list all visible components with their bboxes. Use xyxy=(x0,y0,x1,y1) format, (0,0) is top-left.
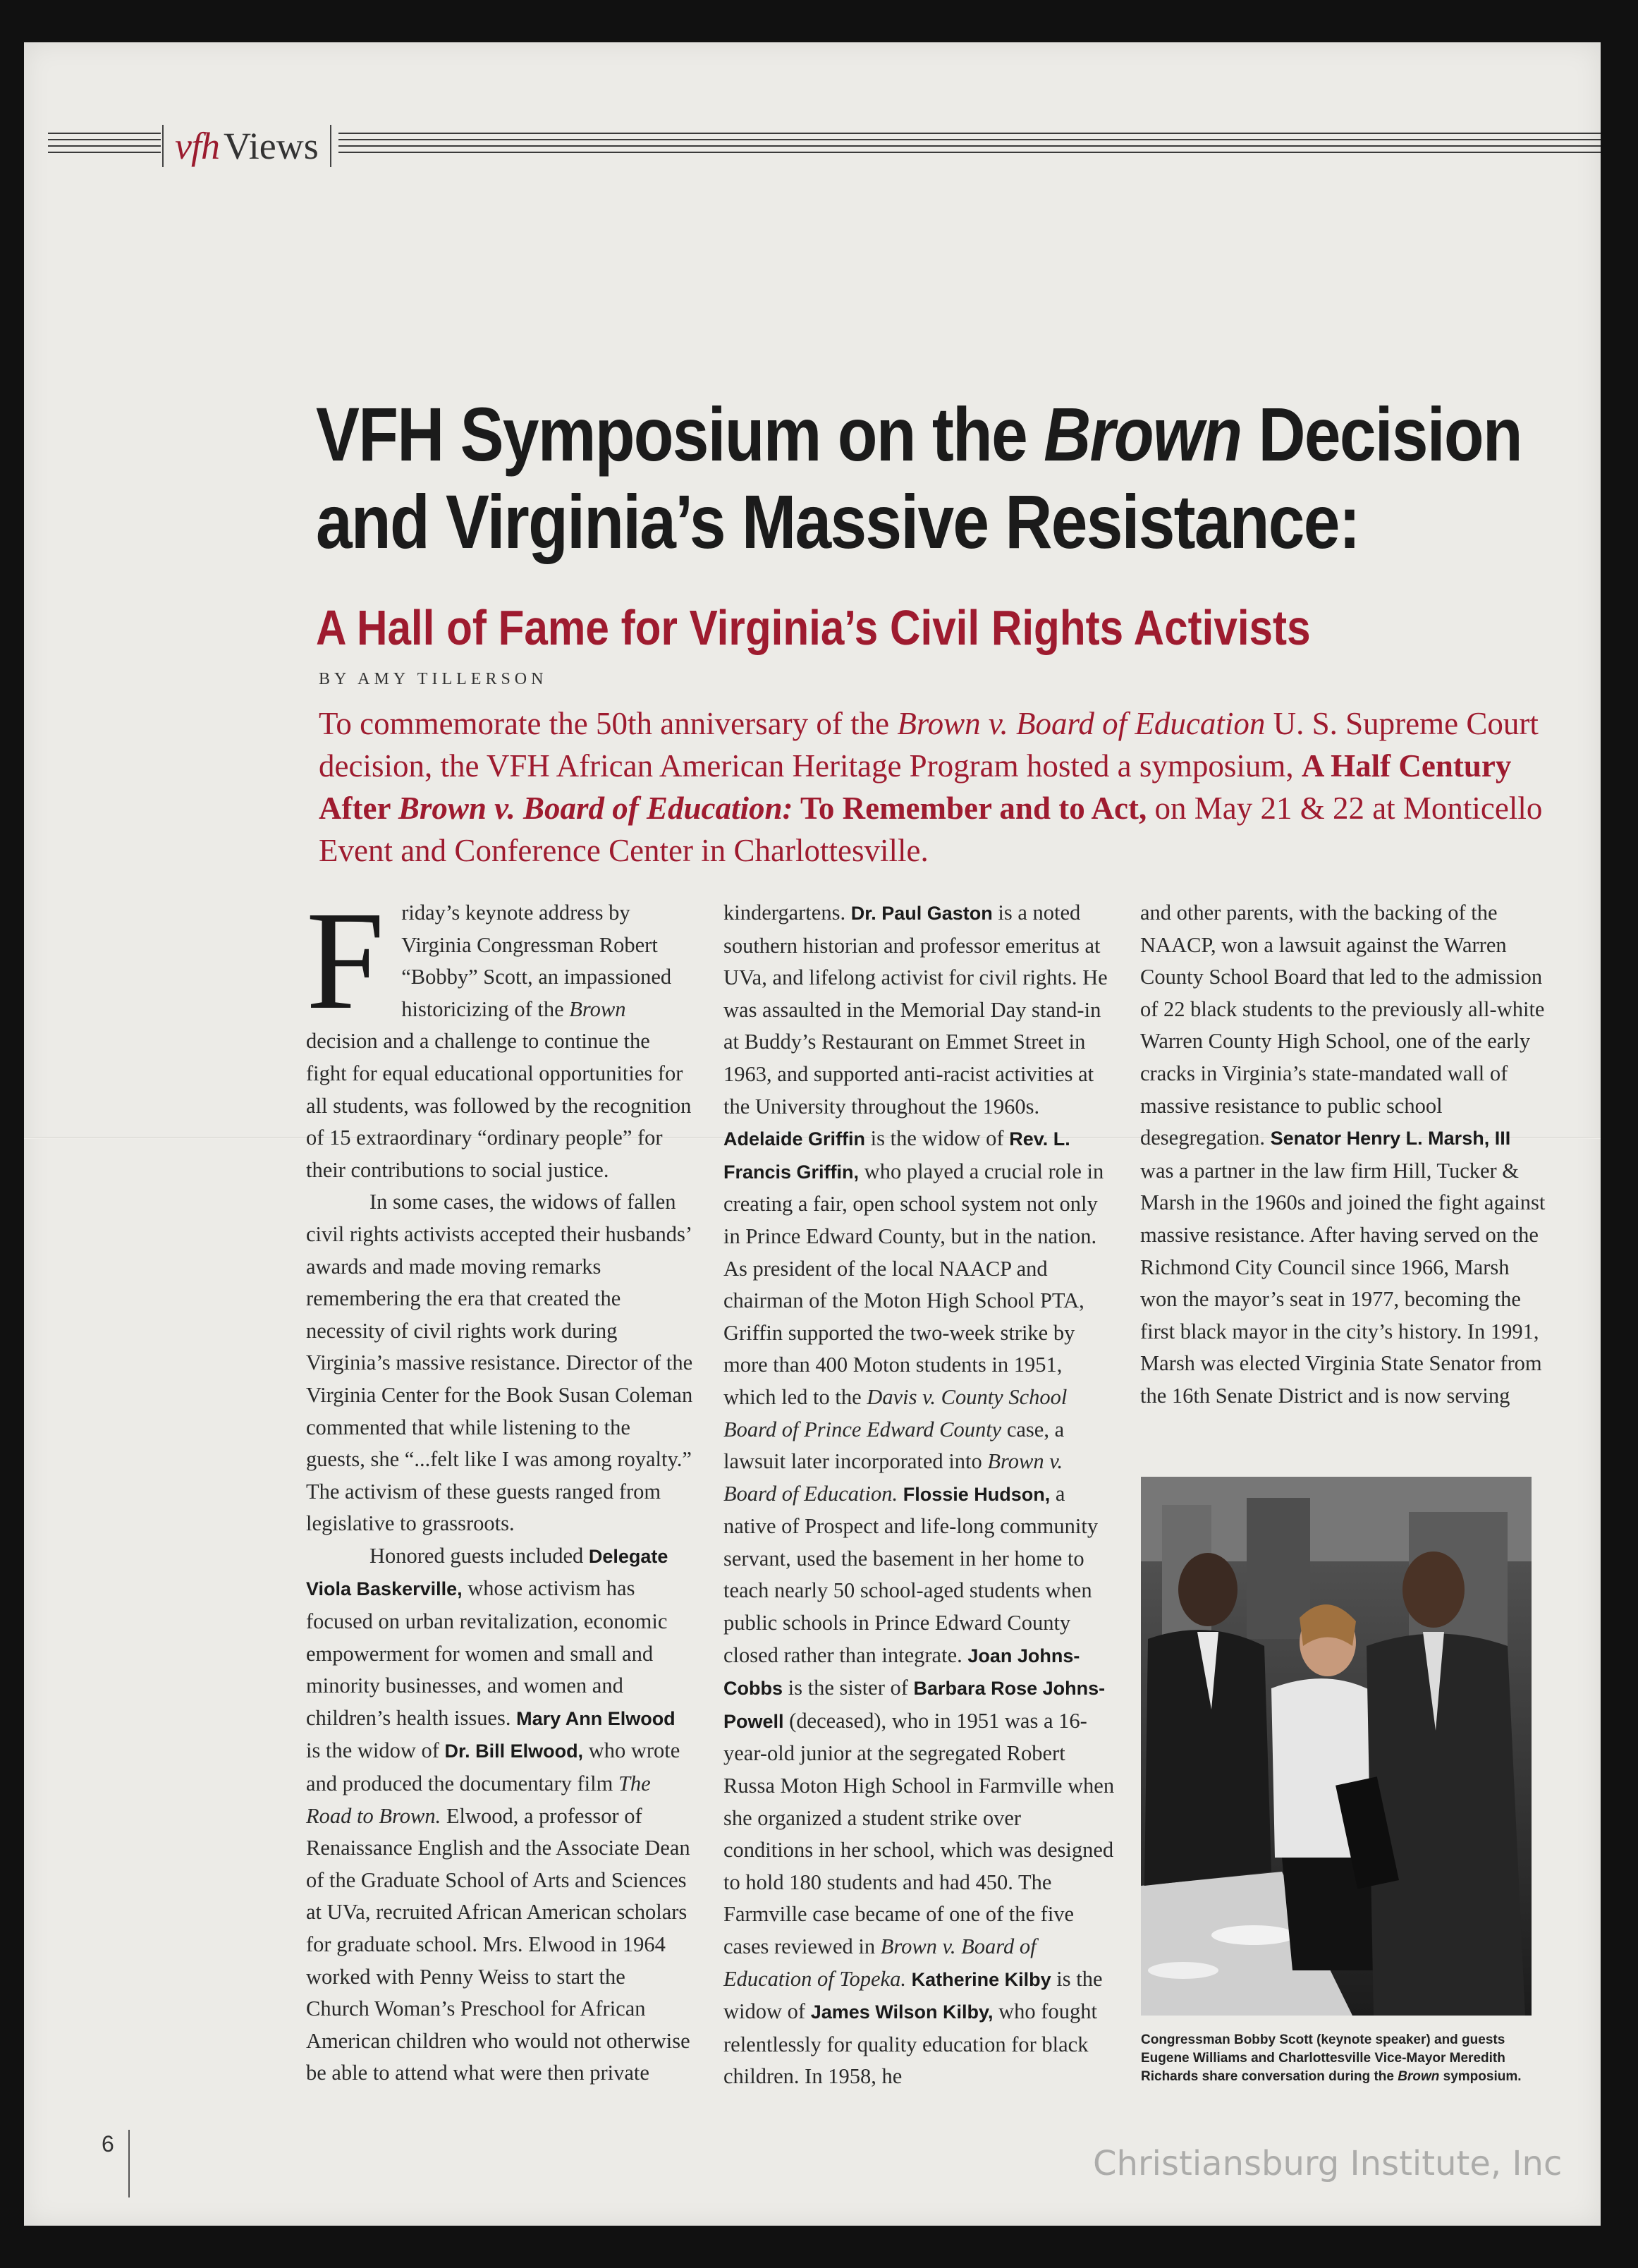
header-bar-left xyxy=(162,125,164,167)
paragraph xyxy=(306,883,694,1186)
paragraph xyxy=(723,897,1116,2093)
deck-text: U. S. Supreme Court decision, the VFH African American Heritage Program hosted a symposium, xyxy=(319,706,1539,784)
paragraph xyxy=(306,1540,694,2090)
page-number: 6 xyxy=(102,2131,114,2157)
body-text: Honored guests included xyxy=(369,1543,589,1568)
honoree-name: Rev. L. Francis Griffin, xyxy=(723,1128,1070,1183)
watermark: Christiansburg Institute, Inc xyxy=(1093,2144,1563,2183)
body-text: kindergartens. xyxy=(723,901,851,925)
body-text: is the widow of xyxy=(865,1126,1010,1151)
honoree-name: Dr. Bill Elwood, xyxy=(444,1740,584,1762)
symposium-photo xyxy=(1141,1477,1532,2016)
body-column-2 xyxy=(723,897,1116,2093)
body-text: is the widow of xyxy=(306,1738,445,1763)
body-column-1 xyxy=(306,883,694,2090)
honoree-name: James Wilson Kilby, xyxy=(810,2001,994,2023)
byline: BY AMY TILLERSON xyxy=(319,670,548,688)
body-italic: The Road to Brown. xyxy=(306,1772,651,1828)
deck-text: To commemorate the 50th anniversary of the xyxy=(319,706,898,741)
body-text: Elwood, a professor of Renaissance English and the Associate Dean of the Graduate School of Arts and Sciences at UVa, recruited African American scholars for graduate school. Mrs. Elwood in 1964 worked with Penny Weiss to start the Church Woman’s Preschool for African American children who would not otherwise be able to attend what were then private xyxy=(306,1803,690,2085)
honoree-name: Senator Henry L. Marsh, III xyxy=(1270,1128,1511,1150)
body-text: whose activism has focused on urban revitalization, economic empowerment for women and small and minority businesses, and women and children’s health issues. xyxy=(306,1576,668,1730)
deck-bold: To Remember and to Act, xyxy=(793,791,1147,826)
header-rule-right xyxy=(338,133,1601,158)
honoree-name: Joan Johns-Cobbs xyxy=(723,1645,1080,1700)
caption-text: symposium. xyxy=(1439,2069,1522,2084)
body-text: decision and a challenge to continue the fight for equal educational opportunities for all students, was followed by the recognition of 15 extraordinary “ordinary people” for their contributions to social justice. xyxy=(306,1029,692,1182)
deck-text: on May 21 & 22 at Monticello Event and Conference Center in Charlottesville. xyxy=(319,791,1543,868)
honoree-name: Flossie Hudson, xyxy=(903,1483,1051,1505)
body-italic: Brown v. Board of Education of Topeka. xyxy=(723,1934,1037,1991)
body-column-3 xyxy=(1140,897,1549,1413)
deck-bold: A Half Century After xyxy=(319,748,1512,826)
body-italic: Brown xyxy=(569,996,626,1021)
drop-cap: F xyxy=(306,883,385,1039)
paragraph xyxy=(1140,897,1549,1413)
photo-illustration xyxy=(1141,1477,1532,2016)
photo-caption xyxy=(1141,2031,1536,2086)
honoree-name: Katherine Kilby xyxy=(911,1968,1051,1990)
body-text: riday’s keynote address by Virginia Congressman Robert “Bobby” Scott, an impassioned historicizing of the xyxy=(401,901,672,1021)
caption-italic: Brown xyxy=(1398,2069,1440,2084)
body-italic: Brown v. Board of Education. xyxy=(723,1449,1063,1506)
title-italic: Brown xyxy=(1044,391,1242,477)
caption-text: Congressman Bobby Scott (keynote speaker) and guests Eugene Williams and Charlottesville Vice-Mayor Meredith Richards share conversation during the xyxy=(1141,2032,1505,2084)
body-text: is a noted southern historian and professor emeritus at UVa, and lifelong activist for civil rights. He was assaulted in the Memorial Day stand-in at Buddy’s Restaurant on Emmet Street in 1963, and supported anti-racist activities at the University throughout the 1960s. xyxy=(723,901,1108,1118)
page-number-rule xyxy=(128,2130,130,2197)
body-text: case, a lawsuit later incorporated into xyxy=(723,1417,1065,1474)
header-bar-right xyxy=(330,125,331,167)
title-line-1 xyxy=(316,391,1522,478)
honoree-name: Mary Ann Elwood xyxy=(516,1707,676,1729)
title-line-2: and Virginia’s Massive Resistance: xyxy=(316,479,1359,564)
body-text: who played a crucial role in creating a fair, open school system not only in Prince Edward County, but in the nation. As president of the local NAACP and chairman of the Moton High School PTA, Griffin supported the two-week strike by more than 400 Moton students in 1951, which led to the xyxy=(723,1159,1104,1409)
article-title xyxy=(316,391,1522,566)
body-text: is the widow of xyxy=(723,1966,1103,2024)
magazine-page xyxy=(24,42,1601,2226)
honoree-name: Adelaide Griffin xyxy=(723,1128,866,1150)
title-text: VFH Symposium on the xyxy=(316,391,1044,477)
section-header xyxy=(162,121,338,171)
body-text: who wrote and produced the documentary film xyxy=(306,1738,680,1796)
body-italic: Davis v. County School Board of Prince Edward County xyxy=(723,1384,1068,1441)
title-text: Decision xyxy=(1241,391,1522,477)
article-subtitle: A Hall of Fame for Virginia’s Civil Rights Activists xyxy=(316,600,1311,655)
deck-bold-italic: Brown v. Board of Education: xyxy=(398,791,793,826)
body-text xyxy=(898,1482,903,1506)
honoree-name: Dr. Paul Gaston xyxy=(850,903,993,924)
header-rule-left xyxy=(48,133,161,158)
body-text: (deceased), who in 1951 was a 16-year-old junior at the segregated Robert Russa Moton High School in Farmville when she organized a student strike over conditions in her school, which was designed to hold 180 students and had 450. The Farmville case became of one of the five cases reviewed in xyxy=(723,1708,1115,1958)
body-text: who fought relentlessly for quality education for black children. In 1958, he xyxy=(723,1999,1097,2089)
deck-italic: Brown v. Board of Education xyxy=(897,706,1266,741)
paragraph: In some cases, the widows of fallen civil rights activists accepted their husbands’ awards and made moving remarks remembering the era that created the necessity of civil rights work during Virginia’s massive resistance. Director of the Virginia Center for the Book Susan Coleman commented that while listening to the guests, she “...felt like I was among royalty.” The activism of these guests ranged from legislative to grassroots. xyxy=(306,1190,693,1536)
body-text: is the sister of xyxy=(783,1676,914,1700)
honoree-name: Barbara Rose Johns-Powell xyxy=(723,1678,1106,1732)
body-text: was a partner in the law firm Hill, Tucker & Marsh in the 1960s and joined the fight against massive resistance. After having served on the Richmond City Council since 1966, Marsh won the mayor’s seat in 1977, becoming the first black mayor in the city’s history. In 1991, Marsh was elected Virginia State Senator from the 16th Senate District and is now serving xyxy=(1140,1158,1546,1408)
header-logo-views: Views xyxy=(223,125,319,167)
body-text xyxy=(906,1967,912,1991)
article-deck xyxy=(319,702,1560,872)
body-text: and other parents, with the backing of the NAACP, won a lawsuit against the Warren County School Board that led to the admission of 22 black students to the previously all-white Warren County High School, one of the early cracks in Virginia’s state-mandated wall of massive resistance to public school desegregation. xyxy=(1140,901,1545,1150)
header-logo-vfh: vfh xyxy=(175,125,219,167)
body-text: a native of Prospect and life-long community servant, used the basement in her home to teach nearly 50 school-aged students when public schools in Prince Edward County closed rather than integrate. xyxy=(723,1481,1099,1667)
honoree-name: Delegate Viola Baskerville, xyxy=(306,1545,668,1600)
